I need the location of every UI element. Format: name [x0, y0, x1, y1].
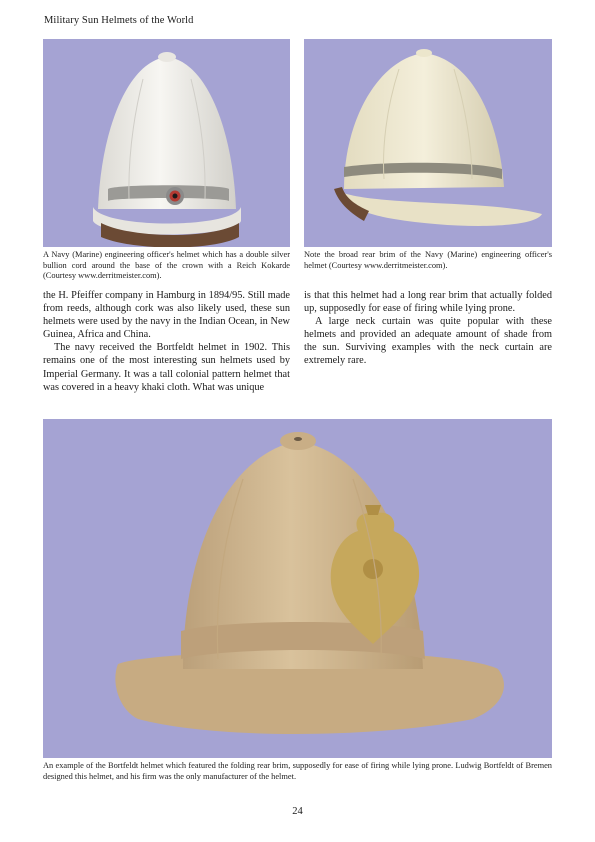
helmet-photo-front [43, 39, 290, 247]
photo-caption: An example of the Bortfeldt helmet which featured the folding rear brim, supposedly for ease of firing while lying prone. Ludwig Bortfeldt of Bremen designed this helmet, and his firm was the only manufacturer of the helmet. [43, 761, 552, 781]
photo-caption: Note the broad rear brim of the Navy (Marine) engineering officer's helmet (Courtesy www.derritmeister.com). [304, 250, 552, 270]
paragraph: The navy received the Bortfeldt helmet in 1902. This remains one of the most interesting sun helmets used by Imperial Germany. It was a tall colonial pattern helmet that was covered in a heavy khaki cloth. What was unique [43, 342, 290, 393]
paragraph: A large neck curtain was quite popular with these helmets and provided an adequate amount of shade from the sun. Surviving examples with the neck curtain are extremely rare. [304, 316, 552, 367]
body-text-column-left [43, 289, 290, 394]
bortfeldt-helmet-photo [43, 419, 552, 758]
running-head: Military Sun Helmets of the World [44, 15, 194, 26]
page-number: 24 [292, 806, 303, 817]
body-text-column-right [304, 289, 552, 368]
paragraph: the H. Pfeiffer company in Hamburg in 1894/95. Still made from reeds, although cork was also likely used, these sun helmets were used by the navy in the Indian Ocean, in New Guinea, Africa and China. [43, 290, 290, 341]
paragraph: is that this helmet had a long rear brim that actually folded up, supposedly for ease of firing while lying prone. [304, 290, 552, 315]
photo-caption: A Navy (Marine) engineering officer's helmet which has a double silver bullion cord around the base of the crown with a Reich Kokarde (Courtesy www.derritmeister.com). [43, 250, 290, 281]
reich-kokarde-icon [166, 187, 184, 205]
helmet-photo-side [304, 39, 552, 247]
